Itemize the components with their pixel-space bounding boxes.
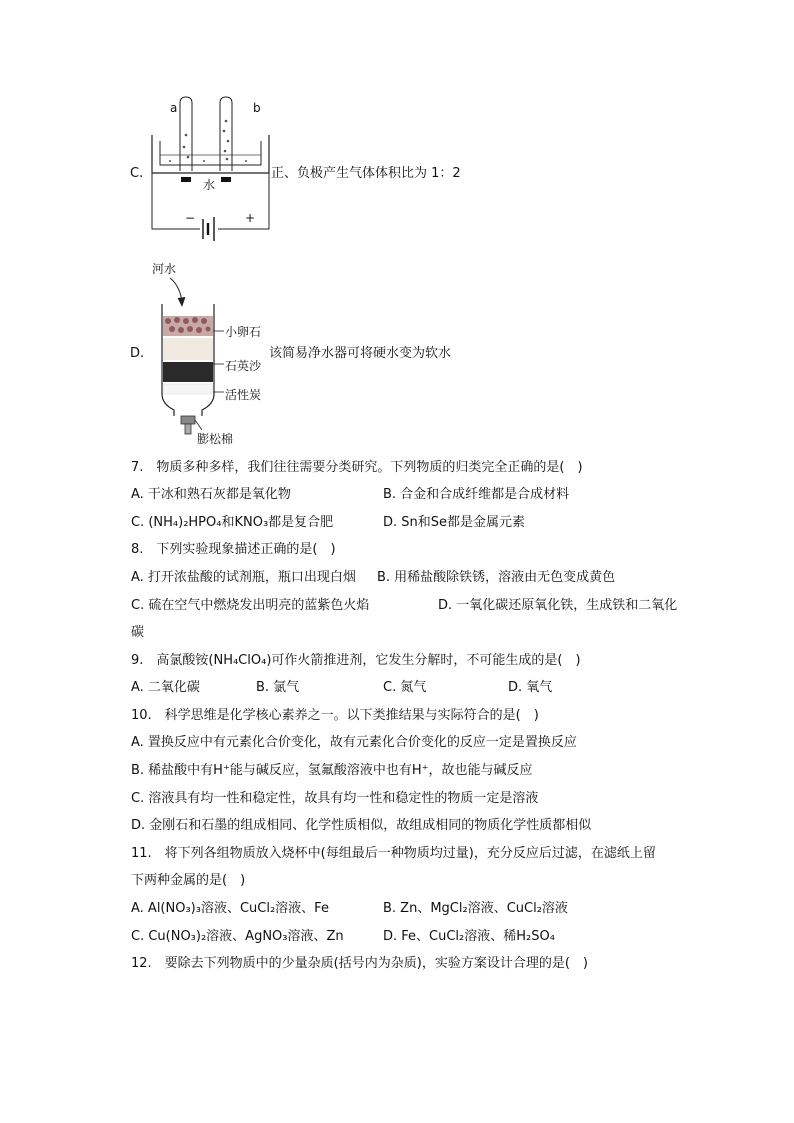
q8-option-b: B. 用稀盐酸除铁锈，溶液由无色变成黄色 [377, 570, 616, 585]
q7-stem: 7. 物质多种多样，我们往往需要分类研究。下列物质的归类完全正确的是( ) [131, 460, 583, 475]
option-d-text: 该简易净水器可将硬水变为软水 [269, 346, 452, 361]
q8-option-c: C. 硫在空气中燃烧发出明亮的蓝紫色火焰 [131, 598, 370, 613]
q8-option-d: D. 一氧化碳还原氧化铁，生成铁和二氧化 [438, 598, 678, 613]
q10-option-a: A. 置换反应中有元素化合价变化，故有元素化合价变化的反应一定是置换反应 [131, 735, 577, 750]
q11-option-b: B. Zn、MgCl₂溶液、CuCl₂溶液 [383, 901, 568, 916]
q11-stem: 11. 将下列各组物质放入烧杯中(每组最后一种物质均过量)，充分反应后过滤，在滤纸上留 [131, 846, 656, 861]
q8-option-d-continued: 碳 [131, 625, 145, 640]
water-purifier-diagram [150, 276, 270, 436]
river-water-label: 河水 [152, 262, 177, 276]
q10-option-b: B. 稀盐酸中有H⁺能与碱反应，氢氟酸溶液中也有H⁺，故也能与碱反应 [131, 763, 533, 778]
q9-option-d: D. 氧气 [508, 680, 553, 695]
q7-option-c: C. (NH₄)₂HPO₄和KNO₃都是复合肥 [131, 515, 334, 530]
q7-option-d: D. Sn和Se都是金属元素 [383, 515, 526, 530]
q10-option-c: C. 溶液具有均一性和稳定性，故具有均一性和稳定性的物质一定是溶液 [131, 791, 539, 806]
tube-b-label: b [253, 101, 261, 115]
option-c-text: 正、负极产生气体体积比为 1：2 [271, 166, 461, 181]
q7-option-b: B. 合金和合成纤维都是合成材料 [383, 487, 570, 502]
q9-option-a: A. 二氧化碳 [131, 680, 200, 695]
pebbles-label: 小卵石 [225, 325, 262, 339]
q8-option-a: A. 打开浓盐酸的试剂瓶，瓶口出现白烟 [131, 570, 356, 585]
q10-option-d: D. 金刚石和石墨的组成相同、化学性质相似，故组成相同的物质化学性质都相似 [131, 818, 592, 833]
q9-option-b: B. 氯气 [256, 680, 300, 695]
q11-option-a: A. Al(NO₃)₃溶液、CuCl₂溶液、Fe [131, 901, 329, 916]
electrolysis-diagram [148, 95, 273, 250]
q11-option-c: C. Cu(NO₃)₂溶液、AgNO₃溶液、Zn [131, 929, 344, 944]
tube-a-label: a [170, 101, 178, 115]
q9-option-c: C. 氮气 [383, 680, 427, 695]
q10-stem: 10. 科学思维是化学核心素养之一。以下类推结果与实际符合的是( ) [131, 708, 539, 723]
negative-terminal-label: − [185, 211, 196, 225]
q11-stem-continued: 下两种金属的是( ) [131, 873, 246, 888]
water-label: 水 [203, 178, 216, 192]
q12-stem: 12. 要除去下列物质中的少量杂质(括号内为杂质)，实验方案设计合理的是( ) [131, 956, 588, 971]
q8-stem: 8. 下列实验现象描述正确的是( ) [131, 542, 336, 557]
positive-terminal-label: + [245, 211, 256, 225]
q9-stem: 9. 高氯酸铵(NH₄ClO₄)可作火箭推进剂，它发生分解时，不可能生成的是( ) [131, 653, 581, 668]
activated-carbon-label: 活性炭 [225, 388, 262, 402]
option-c-label: C. [130, 166, 144, 181]
cotton-label: 膨松棉 [197, 432, 234, 446]
q11-option-d: D. Fe、CuCl₂溶液、稀H₂SO₄ [383, 929, 555, 944]
q7-option-a: A. 干冰和熟石灰都是氧化物 [131, 487, 291, 502]
quartz-sand-label: 石英沙 [225, 359, 262, 373]
option-d-label: D. [130, 346, 145, 361]
